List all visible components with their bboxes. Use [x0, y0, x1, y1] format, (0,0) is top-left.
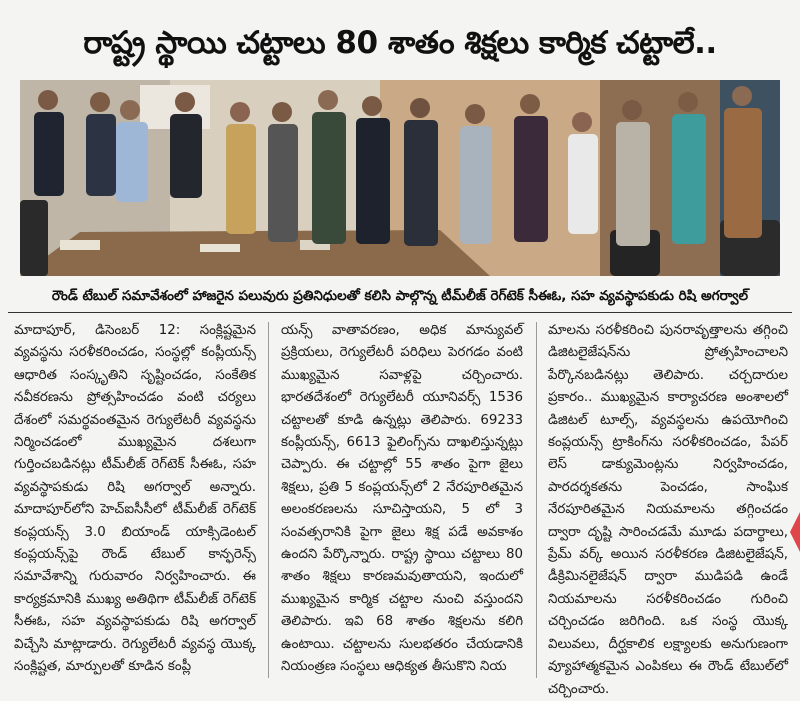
article-column-3: మాలను సరళీకరించి పునరావృత్తాలను తగ్గించి డిజిటలైజేషన్‌ను ప్రోత్సహించాలని పేర్కొనబడినట్లు తెలిపారు. చర్చదారుల ప్రకారం.. ముఖ్యమైన కార్యాచరణ అంశాలలో డిజిటల్ టూల్స్, వ్యవస్థలను ఉపయోగించి కంప్లయన్స్ ట్రాకింగ్‌ను సరళీకరించడం, పేపర్ లెస్ డాక్యుమెంట్లను నిర్వహించడం, పారదర్శకతను పెంచడం, సాంఘిక నేరపూరితమైన నియమాలను తగ్గించడం ద్వారా దృష్టి సారించడమే మూడు పదార్థాలు, ప్రేమ్ వర్క్ అయిన సరళీకరణ డిజిటలైజేషన్, డీక్రిమినలైజేషన్ ద్వారా ముడిపడి ఉండే నియమాలను సరళీకరించడం గురించి చర్చించడం జరిగింది. ఒక సంస్థ యొక్క విలువలు, దీర్ఘకాలిక లక్ష్యాలకు అనుగుణంగా వ్యూహాత్మకమైన ఎంపికలు ఈ రౌండ్ టేబుల్‌లో చర్చించారు. [548, 323, 788, 697]
group-photo [20, 80, 780, 276]
headline: రాష్ట్ర స్థాయి చట్టాలు 80 శాతం శిక్షలు కార్మిక చట్టాలే.. [83, 25, 717, 61]
photo-caption: రౌండ్ టేబుల్ సమావేశంలో హాజరైన పలువురు ప్రతినిధులతో కలిసి పాల్గొన్న టీమ్‌లీజ్ రెగ్‌టెక్ సీఈఓ, సహ వ్యవస్థాపకుడు రిషి అగర్వాల్ [51, 288, 749, 304]
caption-divider [8, 312, 792, 313]
column-divider [268, 322, 269, 678]
article-column-1: మాదాపూర్, డిసెంబర్ 12: సంక్లిష్టమైన వ్యవస్థను సరళీకరించడం, సంస్థల్లో కంప్లీయన్స్ ఆధారిత సంస్కృతిని సృష్టించడం, సంకేతిక నవీకరణను ప్రోత్సహించడం వంటి చర్యలు దేశంలో సమర్థవంతమైన రెగ్యులేటరీ వ్యవస్థను నిర్మించడంలో ముఖ్యమైన దశలుగా గుర్తించబడినట్లు టీమ్‌లీజ్ రెగ్‌టెక్ సీఈఓ, సహ వ్యవస్థాపకుడు రిషి అగర్వాల్ అన్నారు. మాదాపూర్‌లోని హెచ్ఐసీసీలో టీమ్‌లీజ్ రెగ్‌టెక్ కంప్లయన్స్ 3.0 బియాండ్ యాక్సిడెంటల్ కంప్లయన్స్‌పై రౌండ్ టేబుల్ కాన్ఫరెన్స్ సమావేశాన్ని గురువారం నిర్వహించారు. ఈ కార్యక్రమానికి ముఖ్య అతిథిగా టీమ్‌లీజ్ రెగ్‌టెక్ సీఈఓ, సహ వ్యవస్థాపకుడు రిషి అగర్వాల్ విచ్చేసి మాట్లాడారు. రెగ్యులేటరీ వ్యవస్థ యొక్క సంక్లిష్టత, మార్పులతో కూడిన కంప్లీ [14, 323, 256, 675]
chevron-edge-icon [790, 512, 800, 552]
column-divider [536, 322, 537, 678]
article-column-2: యన్స్ వాతావరణం, అధిక మాన్యువల్ ప్రక్రియలు, రెగ్యులేటరీ పరిధిలు పెరగడం వంటి ముఖ్యమైన సవాళ్లపై చర్చించారు. భారతదేశంలో రెగ్యులేటరీ యూనివర్స్ 1536 చట్టాలతో కూడి ఉన్నట్లు తెలిపారు. 69233 కంప్లీయన్స్, 6613 ఫైలింగ్స్‌ను దాఖలిస్తున్నట్లు చెప్పారు. ఈ చట్టాల్లో 55 శాతం పైగా జైలు శిక్షలు, ప్రతి 5 కంప్లయన్స్‌లో 2 నేరపూరితమైన అలంకరణలను సూచిస్తాయని, 5 లో 3 సంవత్సరానికి పైగా జైలు శిక్ష పడే అవకాశం ఉందని పేర్కొన్నారు. రాష్ట్ర స్థాయి చట్టాలు 80 శాతం శిక్షలు కారణమవుతాయని, ఇందులో ముఖ్యమైన కార్మిక చట్టాల నుంచి వస్తుందని తెలిపారు. ఇవి 68 శాతం శిక్షలను కలిగి ఉంటాయి. చట్టాలను సులభతరం చేయడానికి నియంత్రణ సంస్థలు ఆధిక్యత తీసుకొని నియ [281, 323, 523, 675]
